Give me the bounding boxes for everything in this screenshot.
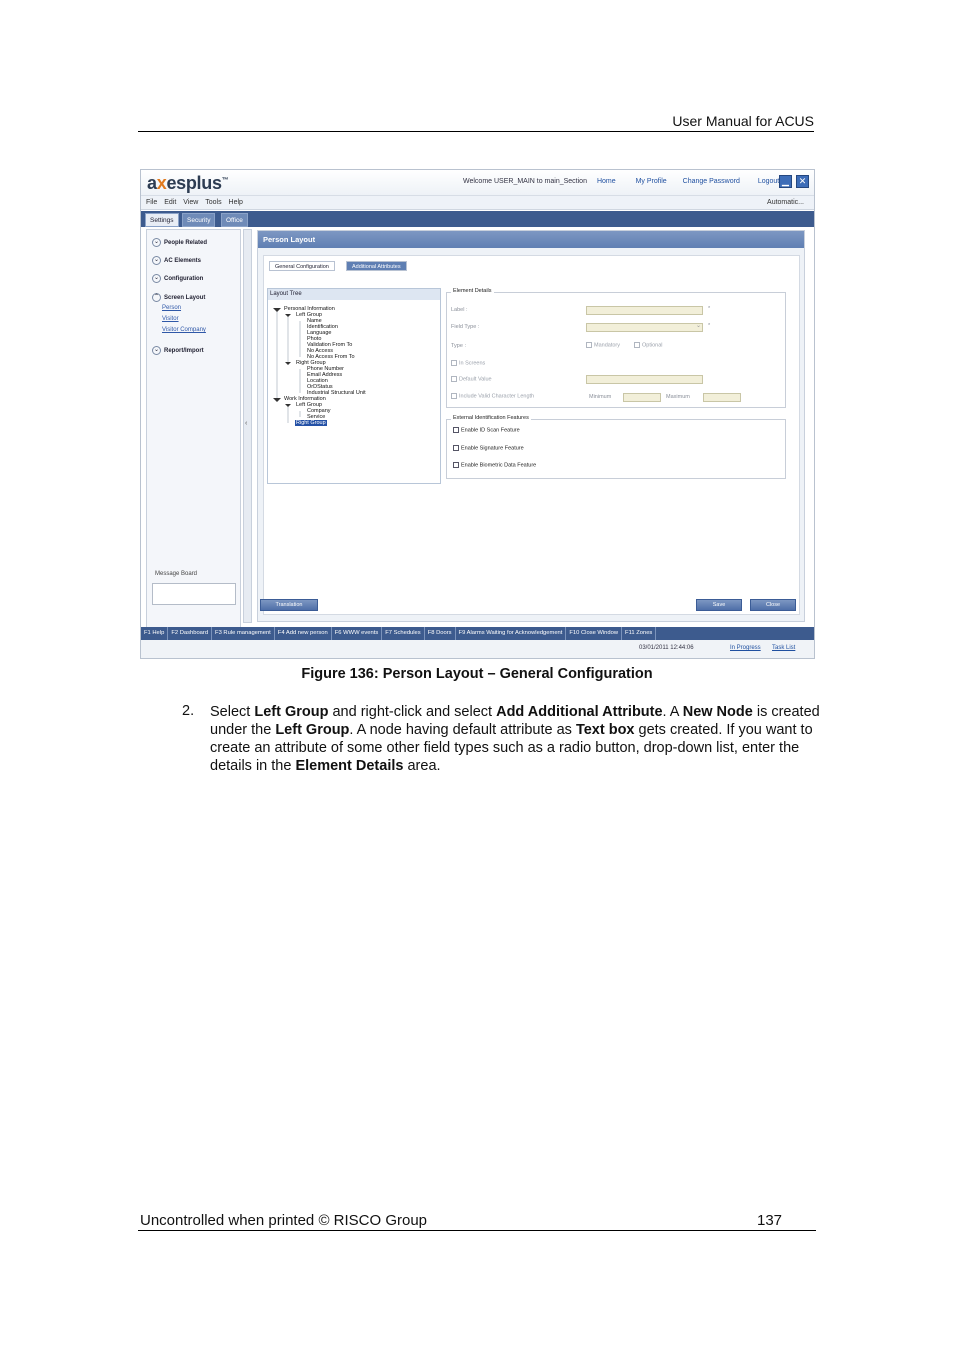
menu-edit[interactable]: Edit [164,199,177,206]
panel-title: Person Layout [258,231,804,248]
layout-tree-title: Layout Tree [268,289,440,300]
tree-lines [268,289,442,485]
in-progress-link[interactable]: In Progress [730,645,761,651]
text-box-term: Text box [575,722,635,738]
tree-node[interactable]: Language [307,330,332,336]
fkey-schedules[interactable]: F7 Schedules [382,627,424,640]
nav-ac-elements[interactable]: ⌄ AC Elements [153,257,202,265]
tree-node[interactable]: Location [307,378,328,384]
element-details-legend: Element Details [453,288,492,294]
menu-bar [141,196,814,210]
expand-icon: ⌄ [153,257,160,263]
fkey-help[interactable]: F1 Help [141,627,168,640]
element-details-term: Element Details [295,758,404,774]
tree-node[interactable]: Personal Information [284,306,335,312]
maximum-input[interactable] [703,393,741,402]
fkey-doors[interactable]: F8 Doors [425,627,456,640]
label-input[interactable] [586,306,703,315]
nav-person-link[interactable]: Person [162,305,182,311]
tab-settings[interactable]: Settings [145,213,179,227]
maximum-label: Maximum [666,394,690,400]
tree-node[interactable]: Company [307,408,331,414]
app-screenshot [140,169,815,659]
person-layout-panel [257,230,805,622]
nav-screen-layout[interactable]: ⌃ Screen Layout [153,294,206,302]
message-board-label: Message Board [155,571,198,577]
label-field-label: Label : [451,307,468,313]
checkbox-icon [451,376,457,382]
optional-radio[interactable]: Optional [634,342,663,348]
inner-content [263,255,800,615]
tree-node[interactable]: No Access [307,348,333,354]
expand-icon: ⌄ [153,347,160,353]
left-group-term: Left Group [254,704,329,720]
page-header: User Manual for ACUS [672,113,814,129]
checkbox-icon [634,342,640,348]
footer-copyright: Uncontrolled when printed © RISCO Group [140,1212,428,1229]
menu-help[interactable]: Help [228,199,243,206]
close-button[interactable]: Close [750,599,796,611]
nav-configuration[interactable]: ⌄ Configuration [153,275,204,283]
default-value-checkbox[interactable]: Default Value [451,376,492,382]
in-screens-checkbox[interactable]: In Screens [451,360,485,366]
figure-caption: Figure 136: Person Layout – General Configuration [301,666,653,682]
new-node-term: New Node [682,704,753,720]
step-number: 2. [182,703,195,719]
checkbox-icon [586,342,592,348]
message-board-box[interactable] [152,583,236,605]
tab-security[interactable]: Security [182,213,215,227]
expand-icon: ⌄ [153,275,160,281]
app-title-bar [141,170,814,196]
tree-node[interactable]: Phone Number [307,366,344,372]
fkey-www-events[interactable]: F6 WWW events [332,627,382,640]
required-mark: * [708,323,711,329]
minimum-input[interactable] [623,393,661,402]
tree-node-selected[interactable]: Right Group [296,420,326,426]
menu-tools[interactable]: Tools [205,199,222,206]
required-mark: * [708,306,711,312]
enable-signature-checkbox[interactable]: Enable Signature Feature [453,445,524,451]
external-identification-group [446,415,786,479]
chevron-left-icon: ‹ [245,420,248,427]
minimize-icon[interactable]: ▁ [779,175,792,188]
status-datetime: 03/01/2011 12:44:06 [639,645,694,651]
tree-node[interactable]: Industrial Structural Unit [307,390,366,396]
checkbox-icon [453,462,459,468]
left-group-term: Left Group [275,722,350,738]
welcome-text: Welcome USER_MAIN to main_Section [463,178,587,185]
close-window-icon[interactable]: ✕ [796,175,809,188]
field-type-label: Field Type : [451,324,480,330]
automatic-dropdown[interactable]: Automatic... [767,199,804,206]
fkey-rule-management[interactable]: F3 Rule management [212,627,275,640]
menu-file[interactable]: File [146,199,158,206]
tree-node[interactable]: Email Address [307,372,343,378]
navigation-panel [146,229,241,659]
element-details-group [446,288,786,408]
tree-node[interactable]: Photo [307,336,322,342]
tree-node[interactable]: Name [307,318,322,324]
include-valid-length-checkbox[interactable]: Include Valid Character Length [451,393,534,399]
top-links [455,178,779,185]
my-profile-link[interactable]: My Profile [635,178,667,185]
fkey-alarms[interactable]: F9 Alarms Waiting for Acknowledgement [456,627,567,640]
expand-icon: ⌄ [153,239,160,245]
nav-visitor-company-link[interactable]: Visitor Company [162,327,206,333]
home-link[interactable]: Home [596,178,616,185]
tree-node[interactable]: No Access From To [307,354,355,360]
field-type-select[interactable] [586,323,703,332]
tab-general-configuration[interactable]: General Configuration [269,261,335,271]
logout-link[interactable]: Logout [757,178,780,185]
section-tab-bar [141,211,814,227]
tree-node[interactable]: Work Information [284,396,326,402]
function-key-bar [141,627,814,640]
save-button[interactable]: Save [696,599,742,611]
fkey-dashboard[interactable]: F2 Dashboard [168,627,212,640]
enable-id-scan-checkbox[interactable]: Enable ID Scan Feature [453,427,520,433]
add-attribute-term: Add Additional Attribute [496,704,663,720]
tree-node[interactable]: Right Group [296,360,326,366]
external-identification-legend: External Identification Features [453,415,529,421]
step-text: Select Left Group and right-click and select Add Additional Attribute. A New Node is created under the Left Group. A node having default attribute as Text box gets created. If you want to create an attribute of some other field types such as a radio button, drop-down list, enter the details in the Element Details area. [210,704,820,774]
mandatory-radio[interactable]: Mandatory [586,342,620,348]
default-value-input[interactable] [586,375,703,384]
tree-node[interactable]: OrDStatus [307,384,333,390]
nav-report-import[interactable]: ⌄ Report/Import [153,347,204,355]
checkbox-icon [451,360,457,366]
tab-office[interactable]: Office [221,213,248,227]
checkbox-icon [451,393,457,399]
change-password-link[interactable]: Change Password [682,178,740,185]
fkey-close-window[interactable]: F10 Close Window [566,627,622,640]
menu-view[interactable]: View [183,199,199,206]
chevron-down-icon: ⌄ [695,323,701,329]
tree-node[interactable]: Identification [307,324,338,330]
type-label: Type : [451,343,466,349]
tab-additional-attributes[interactable]: Additional Attributes [346,261,407,271]
checkbox-icon [453,427,459,433]
fkey-add-new-person[interactable]: F4 Add new person [275,627,332,640]
status-bar [141,640,814,658]
footer-rule [138,1230,816,1231]
fkey-zones[interactable]: F11 Zones [622,627,656,640]
minimum-label: Minimum [589,394,612,400]
page-number: 137 [757,1212,783,1229]
translation-button[interactable]: Translation [260,599,318,611]
layout-tree [267,288,441,484]
tree-node[interactable]: Service [307,414,326,420]
nav-people-related[interactable]: ⌄ People Related [153,239,208,247]
task-list-link[interactable]: Task List [772,645,796,651]
nav-visitor-link[interactable]: Visitor [162,316,179,322]
enable-biometric-checkbox[interactable]: Enable Biometric Data Feature [453,462,536,468]
panel-splitter[interactable] [243,229,252,623]
axesplus-logo: axesplus™ [147,173,229,193]
header-rule [138,131,814,132]
tree-node[interactable]: Left Group [296,402,322,408]
tree-node[interactable]: Left Group [296,312,322,318]
tree-node[interactable]: Validation From To [307,342,353,348]
collapse-icon: ⌃ [153,294,160,300]
checkbox-icon [453,445,459,451]
